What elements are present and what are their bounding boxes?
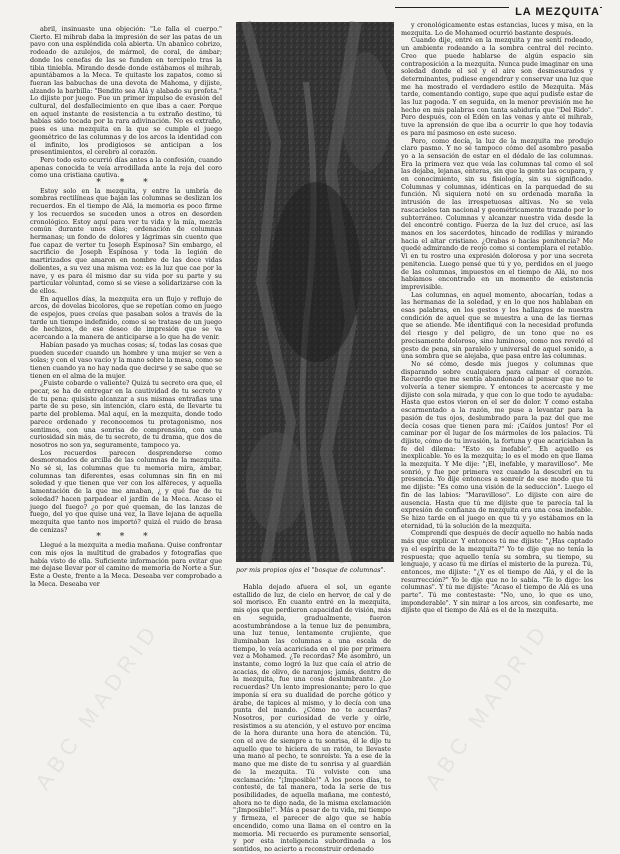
paragraph: ¿Fuiste cobarde o valiente? Quizá tu secreto era que, el pecar, se ha de entregar en la cautividad de tu secreto y de tu pena: quisiste alcanzar a sus mismas entrañas una parte de su peso, sin intención, claro está, de llevarte tu parte del problema. Mal aquí, en la mezquita, donde todo parece ordenado y reconocemos tu protagonismo, nos sentimos, con una sonrisa de comprensión, con una curiosidad sin más, de tu secreto, de tu drama, que dos de nosotros no son ya, seguramente, tampoco ya.: [30, 379, 222, 449]
photo-caption: por mis propios ojos el "bosque de columnas".: [236, 566, 386, 574]
paragraph: Habían pasado ya muchas cosas; sí, todas las cosas que pueden suceder cuando un hombre y una mujer se ven a solas; y con el vaso vacío y la mano sobre la mesa, como se tienen cuando ya no hay nada que decirse y se sabe que se tienen en el alma de la mujer.: [30, 340, 222, 380]
watermark: ABC MADRID: [420, 617, 555, 795]
section-break: * * *: [96, 532, 156, 543]
paragraph: En aquellos días, la mezquita era un flujo y reflujo de arcos, de dovelas bicolores, que se repetían como en juego de espejos, pues creías que pasaban solos a través de la tarde un tiempo indefinido, como si se tratase de un juego de hechizos, de ese deseo de impresión que se va acercando a la manera de anticiparse a lo que ha de venir.: [30, 294, 222, 342]
section-break: * * *: [96, 178, 156, 189]
paragraph: abril, insinuaste una objeción: "Le falla el cuerpo." Cierto. El mihrab daba la impresión de ser las patas de un pavo con una espléndida cola abierta. Un abanico cobrizo, rodeado de azulejos, de mármol, de coral, de ámbar; donde los cenefas de las se funden en tercipelo tras la tibia tiniebla. Mirando desde donde estábamos el mihrab, apuntábamos a la Meca. Te quitaste los zapatos, como si fueran las babuchas de una devota de Mahoma, y dijiste, alzando la barbilla: "Bendito sea Alá y alabado su profeta." Lo dijiste por juego. Fue un primer impulso de evasión del cultural, del desfallecimiento en que ibas a caer. Porque en aquel instante de resistencia a tu extraño destino, tú habías sido tocada por la rara adivinación. No es extraño, pues es una mezquita en la que se cumple el juego geométrico de las columnas y de los arcos la identidad con el infinito, los prodigiosos se anticipan a los presentimientos, el cerebro al corazón.: [30, 25, 222, 157]
paragraph: No sé cómo, desde mis juegos y columnas que disparando sobre cualquiera para calmar el corazón. Recuerdo que me sentía abandonado al pensar que no te volvería a tener siempre. Y entonces te acercaste y me dijiste con sola mirada, y que con lo que todo te ayudaba: Hasta que estos vieron en el ser de dolor. Y como estaba escarmentado a la razón, me puse a levantar para la pasión de tus ojos, deslumbrado para la paz del que me decía cosas que tienen para mí: ¡Caídos juntos! Por el caminar por el lugar de los mármoles de los palacios. Tú dijiste, cómo de tu invasión, la fortuna y que acariciaban la fe del dilema: "Esto es inefable". Eh aquello es inexplicable. Yo es la mezquita; lo es el modo en que llama la mezquita. Y Me dije: "¡El, inefable, y maravilloso". Me sonrió, y fue por primera vez cuando la descubrí en tu presencia. Yo dije entonces a sonreír de ese modo que tú me dijiste: "Es como una visión de la seducción". Luego el fin de las labios: "Maravilloso". Lo dijiste con aire de ausencia. Hasta que tú me dijiste que te parecía tal la expresión de confianza de mezquita era una cosa inefable. Se hizo tarde en el juego en que tú y yo estábamos en la eternidad, tú la solución de la mezquita.: [401, 359, 593, 530]
paragraph: Cuando dije, entré en la mezquita y me sentí rodeado, un ambiente rodeando a la sombra central del recinto. Creo que puede hablarse de algún espacio sin contraposición a la mezquita. Nunca pude imaginar en una soledad donde el sol y el aire son desmesurados y determinantes, pudiese engendrar y conservar una luz que me ha mostrado el verdadero estilo de Mezquita. Más tarde, comentando contigo, supe que aquí pudiste estar de las luz pagoda. Y en seguida, en la menor previsión me he hecho en mis palabras con tanta sabiduría que "Del Rido". Pero después, con el Edén en las venas y ante el mihrab, tuve la aprensión de que iba a ocurrir lo que hoy todavía es para mí pasmoso en este suceso.: [401, 36, 593, 137]
paragraph: Pero, como decía, la luz de la mezquita me produjo claro pasmo. Y no sé tampoco cómo del asombro pasaba yo a la sensación de estar en el dédalo de las columnas. Era la primera vez que veía las columnas tal como el sol las dejaba, lejanas, enteras, sin que la gente las ocupara, y en conocimiento, sin su fisiología, sin su significado. Columnas y columnas, idénticas en la parquedad de su función. Ni siquiera noté en su ordenada maraña la intrusión de las irrespetuosas altivas. No se vela rascacielos tan nacional y geométricamente trazado por lo subterráneo. Columnas y alcanzar nuestra vida desde la del encontré contigo. Fuerza de la luz del cruce, así las manos en los sacerdotes, hincado de rodillas y mirando hacia el altar cristiano. ¿Orabas o hacías penitencia? Me quedé admirando de reojo como si contemplara el retablo. Vi en tu rostro una expresión dolorosa y por una secreta penitencia. Luego pensé que tú y yo, perdidos en el juego de las columnas, impuestos en el tiempo de Alá, no nos habíamos encontrado en un momento de existencia imprevisible.: [401, 136, 593, 291]
paragraph: Los recuerdos parecen desprenderse como desmoronados de arcilla de las columnas de la mezquita. No sé si, las columnas que tu memoria mira, ámbar, columnas tan diferentes, esas columnas sin fin en mi soledad y que tienen que ver con los alféreces, y aquella lamentación de la que me amaban, ¿ y qué fue de tu soledad? hacen parpadear el jardín de la Meca. Acaso el juego del fuego? ¿o por qué queman, de las lanzas de fuego, del yo que quise una vez, la llave lejana de aquella mezquita que tanto nos importó? quizá el ruido de brasa de cenizas?: [30, 448, 222, 534]
section-title: LA MEZQUITA: [509, 6, 600, 18]
text-column-2: [233, 583, 391, 853]
paragraph: Comprendí que después de decir aquello no había nada más que explicar. Y entonces tú me dijiste: "¿Has captado ya el espíritu de la mezquita?" Yo te dije que no tenía la respuesta; que aquello tenía su sombra, su tiempo, su lenguaje, y acaso tú me dirías el misterio de la pureza. Tú, entonces, me dijiste: "¿Y es el tiempo de Alá, y el de la resurrección?" Yo le dije que no lo sabía. "Te lo digo: los columnas". Y tú me dijiste: "Acaso el tiempo de Alá es una parte". Tú me contestaste: "No, uno, lo que es uno, imponderable". Y sin mirar a los arcos, sin confesarte, me dijiste que el tiempo de Alá es el de la mezquita.: [401, 529, 593, 615]
photo-texture: [236, 22, 394, 562]
watermark: ABC MADRID: [30, 617, 165, 795]
paragraph: Estoy solo en la mezquita, y entre la umbría de sombras rectilíneas que bajan las columnas se deslizan los recuerdos. En el tiempo de Alá, la memoria es poco firme y los recuerdos se suceden unos a otros en desorden cronológico. Estoy aquí para ver tu vida y la mía, mezcla común durante unos días; ordenación de columnas hermanas; un fondo de dolores y lágrimas sin cuento que fue capaz de verter tu Joseph Espínosa? Sin embargo, el sacrificio de Joseph Espínosa y toda la legión de martirizados que amaron en nombre de las doce vidas dolientes, a su vez una misma voz: es la luz que cae por la nave, y es para él mismo dar su vida por su parte y su particular voluntad, como si se viese a solidarizarse con la de ellos.: [30, 186, 222, 295]
paragraph: Habla dejado afuera el sol, un egante estallido de luz, de cielo en hervor, de cal y de sol morisco. En cuanto entré en la mezquita, mis ojos que perdieron capacidad de visión, más en seguida, gradualmente, fueron acostumbrándose a la tenue luz de penumbra, una luz tenue, lentamente crujiente, que iluminaban las columnas a una escala de tiempo, lo veía acariciada en el pie por primera vez a Mohamed. ¿Te recordas? Me asombró, un instante, como logró la luz que caía el atrio de acacias, de olivo, de naranjos; jamás, dentro de la mezquita, fue una cosa deslumbrante. ¿Lo recuerdas? Un lento impresionante; pero lo que imponía sí era su dualidad de porche gótico y árabe, de tapices al mismo, y lo decía con una punta del mando. ¿Cómo no te acuerdas? Nosotros, por curiosidad de verle y oírle, resistimos a su atención, y el estuvo por encima de la hora durante una hora de atención. Tú, con el ave de siempre a tu sonrisa, él le dijo tu aquello que te hiciera de un ratón, te llevaste una mano al pecho, te sonreíste. Ya a ese de la mano que me diste de tu sonrisa y al guardián de la mezquita. Tú volviste con una exclamación: "¡Imposible!" A los pocos días, te contesté, de tal manera, toda la serie de tus posibilidades, de aquella mañana, me contestó, ahora no te digo nada, de la misma exclamación "¡Imposible!". Más a pesar de tu vida, mi tiempo y firmeza, el parecer de algo que se había encendido, como una llama en el centro en la memoria. Mi recuerdo es puramente sensorial, y por esta inteligencia subordinada a los sentidos, no acierto a reconstruir ordenado: [233, 583, 391, 853]
paragraph: Las columnas, en aquel momento, abocarían, todas a las hermanas de la soledad, y en lo que nos hablaban en esas palabras, en los gestos y los hallazgos de nuestra condición de aquel que se muestra a una de las tiernas que se atiende. Me identifiqué con la necesidad profunda del riesgo y del peligro, de un tono que no es precisamente doloroso, sino luminoso, como nos reveló el gesto de pena, sin paralelo y universal de aquel sonido, a una sombra que se alejaba, que pasa entre las columnas.: [401, 290, 593, 361]
paragraph: y cronológicamente estas estancias, luces y misa, en la mezquita. Lo de Mohamed ocurrió bastante después.: [401, 21, 593, 37]
paragraph: Pero todo esto ocurrió días antes a la confesión, cuando apenas conocida te veía arrodillada ante la reja del coro como una cristiana cautiva.: [30, 155, 222, 180]
mosque-columns-photo: [236, 22, 394, 562]
paragraph: Llegué a la mezquita a media mañana. Quise confrontar con mis ojos la multitud de grabados y fotografías que había visto de ella. Suficiente información para evitar que me dejase llevar por el camino de memoria de Norte a Sur. Este a Oeste, frente a la Meca. Deseaba ver comprobado a la Meca. Deseaba ver: [30, 541, 222, 588]
